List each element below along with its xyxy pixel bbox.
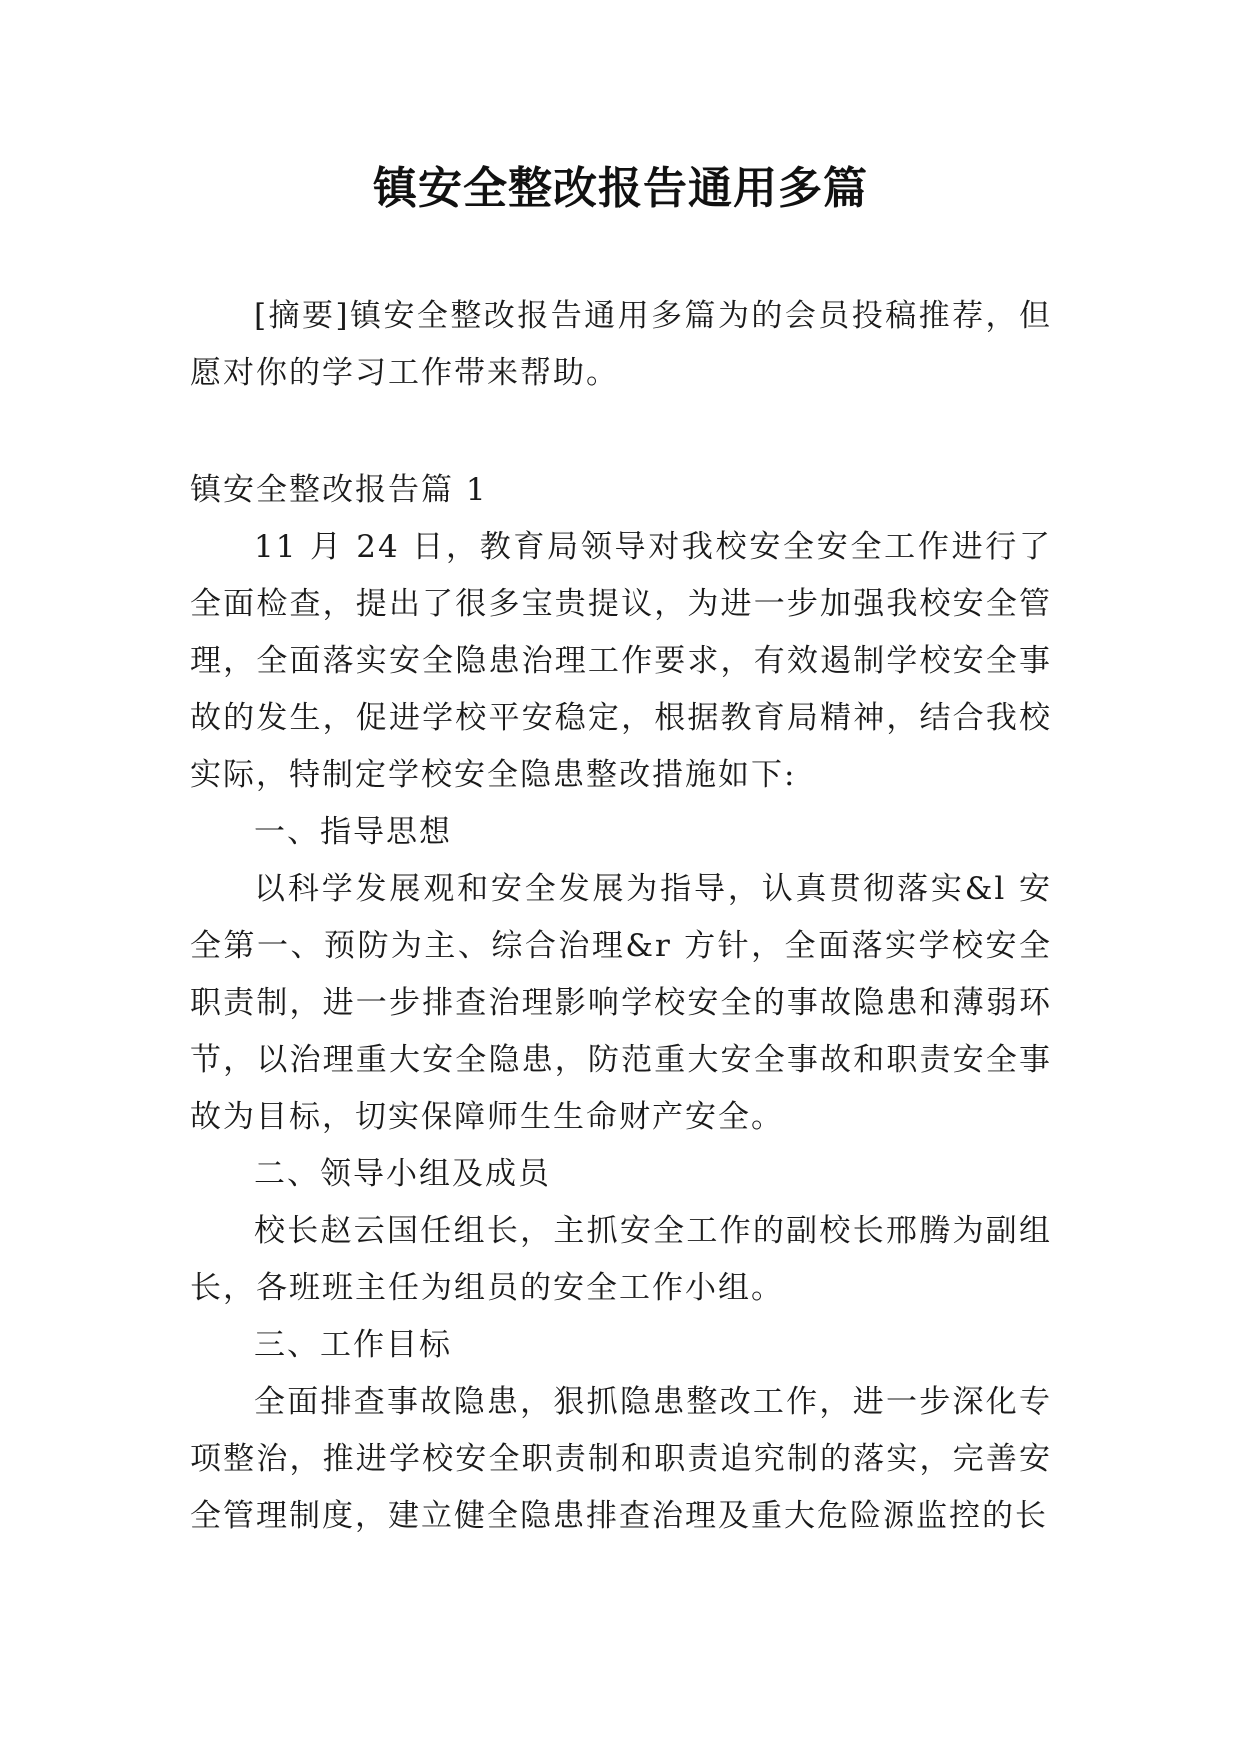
body-paragraph: 11 月 24 日，教育局领导对我校安全安全工作进行了全面检查，提出了很多宝贵提议，为进一步加强我校安全管理，全面落实安全隐患治理工作要求，有效遏制学校安全事故的发生，促进学校平安稳定，根据教育局精神，结合我校实际，特制定学校安全隐患整改措施如下:	[190, 529, 1052, 793]
body-paragraph: 全面排查事故隐患，狠抓隐患整改工作，进一步深化专项整治，推进学校安全职责制和职责追究制的落实，完善安全管理制度，建立健全隐患排查治理及重大危险源监控的长	[190, 1384, 1052, 1534]
subheading-guiding-thought: 一、指导思想	[254, 814, 452, 850]
abstract-paragraph: [摘要]镇安全整改报告通用多篇为的会员投稿推荐，但愿对你的学习工作带来帮助。	[190, 298, 1052, 391]
section-heading: 镇安全整改报告篇 1	[190, 472, 488, 508]
subheading-leadership-group: 二、领导小组及成员	[254, 1156, 551, 1192]
document-title: 镇安全整改报告通用多篇	[373, 163, 868, 214]
subheading-work-goals: 三、工作目标	[254, 1327, 452, 1363]
body-paragraph: 以科学发展观和安全发展为指导，认真贯彻落实&l 安全第一、预防为主、综合治理&r 方针，全面落实学校安全职责制，进一步排查治理影响学校安全的事故隐患和薄弱环节，以治理重大安全隐患，防范重大安全事故和职责安全事故为目标，切实保障师生生命财产安全。	[190, 871, 1052, 1135]
body-paragraph: 校长赵云国任组长，主抓安全工作的副校长邢腾为副组长，各班班主任为组员的安全工作小组。	[190, 1213, 1052, 1306]
document-body	[190, 288, 1052, 1545]
spacer	[190, 402, 1052, 462]
